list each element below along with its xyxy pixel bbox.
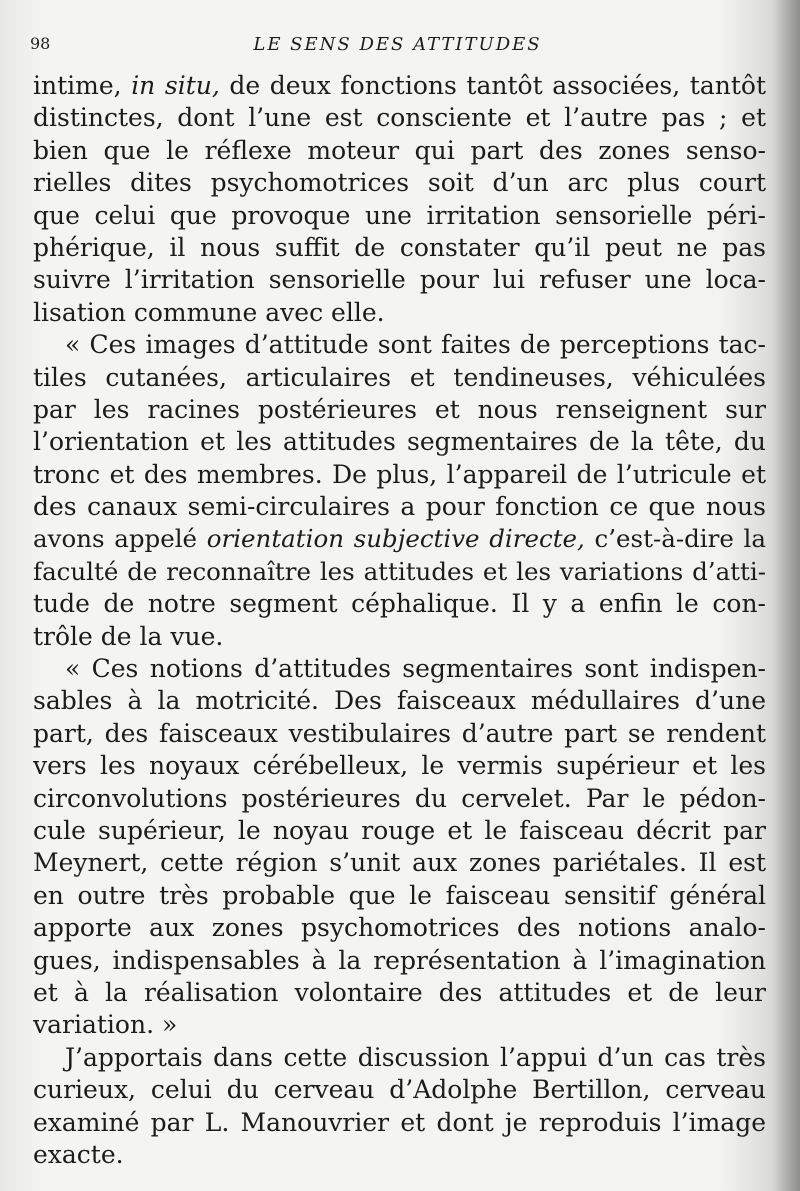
text-line: et à la réalisation volontaire des attitudes et de leur — [33, 977, 766, 1007]
text-line: Meynert, cette région s’unit aux zones pariétales. Il est — [33, 848, 766, 878]
text-line: tude de notre segment céphalique. Il y a enfin le con- — [33, 589, 766, 619]
page-header — [30, 34, 765, 58]
text-line: gues, indispensables à la représentation à l’imagination — [33, 945, 766, 975]
text-line: sables à la motricité. Des faisceaux médullaires d’une — [33, 686, 766, 716]
italic-text: orientation subjective directe, — [206, 524, 585, 554]
text-line: en outre très probable que le faisceau sensitif général — [33, 880, 766, 910]
paragraph-start-line: J’apportais dans cette discussion l’appui d’un cas très — [65, 1042, 766, 1072]
text-line: circonvolutions postérieures du cervelet. Par le pédon- — [33, 783, 766, 813]
text-line: tiles cutanées, articulaires et tendineuses, véhiculées — [33, 362, 766, 392]
text-line: examiné par L. Manouvrier et dont je reproduis l’image — [33, 1107, 766, 1137]
text-line: rielles dites psychomotrices soit d’un arc plus court — [33, 168, 766, 198]
text-line: intime, in situ, de deux fonctions tantôt associées, tantôt — [33, 71, 766, 100]
text-line: faculté de reconnaître les attitudes et les variations d’atti- — [33, 556, 766, 586]
text-line: que celui que provoque une irritation sensorielle péri- — [33, 200, 766, 230]
running-title: LE SENS DES ATTITUDES — [253, 34, 542, 55]
text-line: part, des faisceaux vestibulaires d’autre part se rendent — [33, 718, 766, 748]
text-line: trôle de la vue. — [33, 621, 224, 651]
italic-text: in situ, — [131, 71, 220, 100]
text-line: vers les noyaux cérébelleux, le vermis supérieur et les — [33, 751, 766, 781]
text-line: avons appelé orientation subjective directe, c’est-à-dire la — [33, 524, 766, 554]
paragraph-start-line: « Ces notions d’attitudes segmentaires sont indispen- — [65, 654, 766, 684]
text-line: curieux, celui du cerveau d’Adolphe Bertillon, cerveau — [33, 1075, 766, 1105]
text-line: des canaux semi-circulaires a pour fonction ce que nous — [33, 492, 766, 522]
text-line: bien que le réflexe moteur qui part des zones senso- — [33, 135, 766, 165]
text-line: exacte. — [33, 1139, 124, 1169]
body-text — [33, 70, 766, 1171]
text-line: variation. » — [33, 1010, 178, 1040]
page-number: 98 — [30, 34, 51, 53]
text-line: tronc et des membres. De plus, l’appareil de l’utricule et — [33, 459, 766, 489]
text-line: apporte aux zones psychomotrices des notions analo- — [33, 913, 766, 943]
text-line: phérique, il nous suffit de constater qu’il peut ne pas — [33, 232, 766, 262]
text-line: cule supérieur, le noyau rouge et le faisceau décrit par — [33, 815, 766, 845]
page-gutter-shadow — [774, 0, 800, 1191]
text-line: lisation commune avec elle. — [33, 297, 385, 327]
paragraph-start-line: « Ces images d’attitude sont faites de perceptions tac- — [65, 330, 766, 360]
text-line: par les racines postérieures et nous renseignent sur — [33, 394, 766, 424]
text-line: distinctes, dont l’une est consciente et l’autre pas ; et — [33, 103, 766, 133]
text-line: l’orientation et les attitudes segmentaires de la tête, du — [33, 427, 766, 457]
text-line: suivre l’irritation sensorielle pour lui refuser une loca- — [33, 265, 766, 295]
